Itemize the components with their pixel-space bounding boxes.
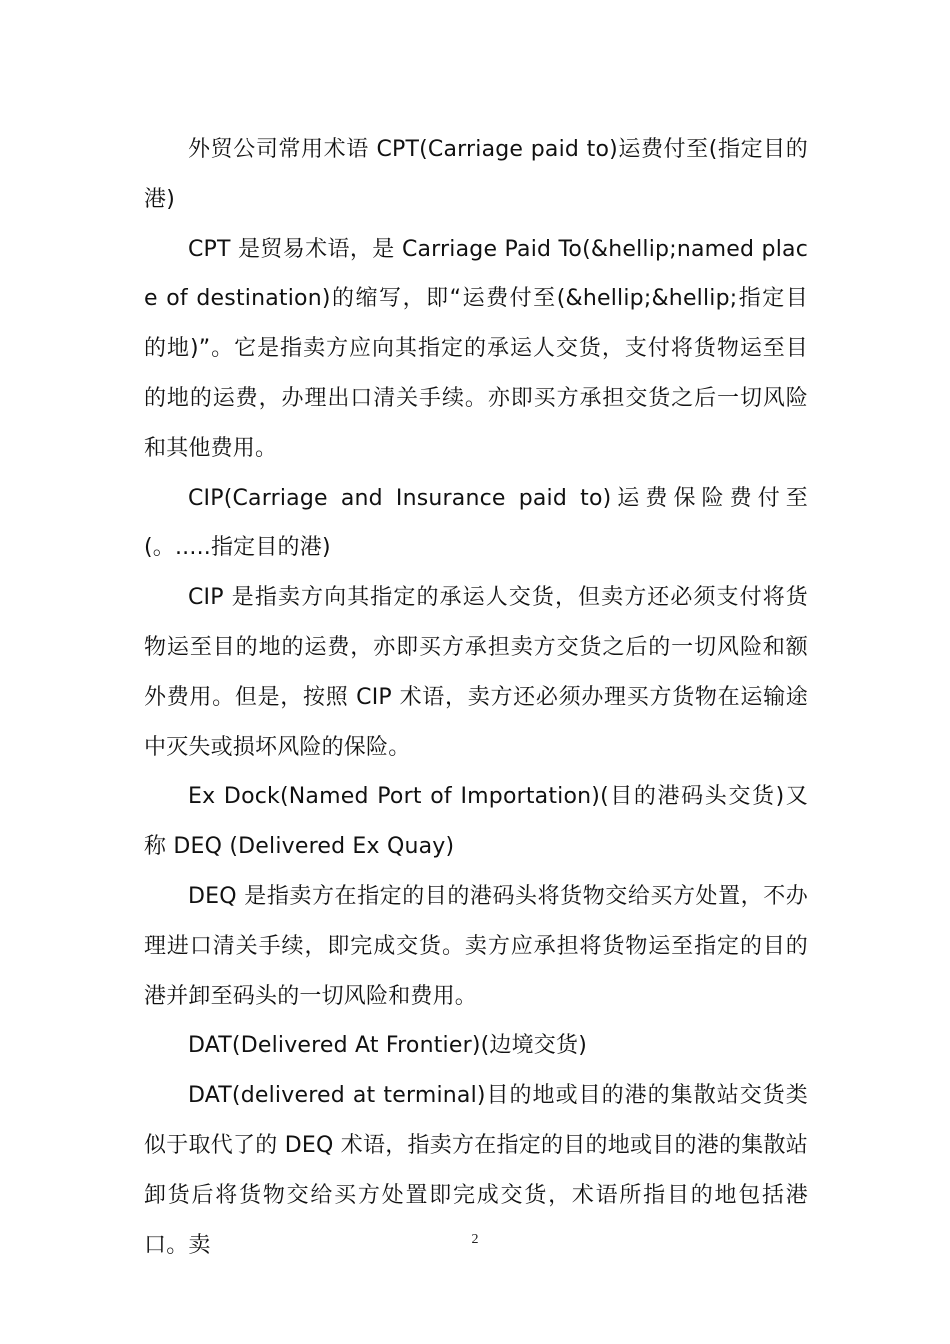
paragraph-cpt-definition: CPT 是贸易术语，是 Carriage Paid To(&hellip;named place of destination)的缩写，即“运费付至(&hellip;&hellip;指定目的地)”。它是指卖方应向其指定的承运人交货，支付将货物运至目的地的运费，办理出口清关手续。亦即买方承担交货之后一切风险和其他费用。: [144, 236, 808, 461]
document-body: [144, 125, 808, 1270]
paragraph-cip-definition: CIP 是指卖方向其指定的承运人交货，但卖方还必须支付将货物运至目的地的运费，亦即买方承担卖方交货之后的一切风险和额外费用。但是，按照 CIP 术语，卖方还必须办理买方货物在运输途中灭失或损坏风险的保险。: [144, 585, 808, 760]
paragraph-ex-dock-heading: Ex Dock(Named Port of Importation)(目的港码头交货)又称 DEQ (Delivered Ex Quay): [144, 784, 808, 860]
paragraph-cpt-heading: 外贸公司常用术语 CPT(Carriage paid to)运费付至(指定目的港): [144, 137, 808, 212]
paragraph-cip-heading: CIP(Carriage and Insurance paid to)运费保险费付至(。.....指定目的港): [144, 485, 808, 561]
page-number: 2: [471, 1232, 479, 1247]
paragraph-deq-definition: DEQ 是指卖方在指定的目的港码头将货物交给买方处置，不办理进口清关手续，即完成交货。卖方应承担将货物运至指定的目的港并卸至码头的一切风险和费用。: [144, 883, 808, 1009]
paragraph-dat-definition: DAT(delivered at terminal)目的地或目的港的集散站交货类似于取代了的 DEQ 术语，指卖方在指定的目的地或目的港的集散站卸货后将货物交给买方处置即完成交货，术语所指目的地包括港口。卖: [144, 1083, 808, 1258]
paragraph-dat-heading: DAT(Delivered At Frontier)(边境交货): [188, 1033, 587, 1059]
